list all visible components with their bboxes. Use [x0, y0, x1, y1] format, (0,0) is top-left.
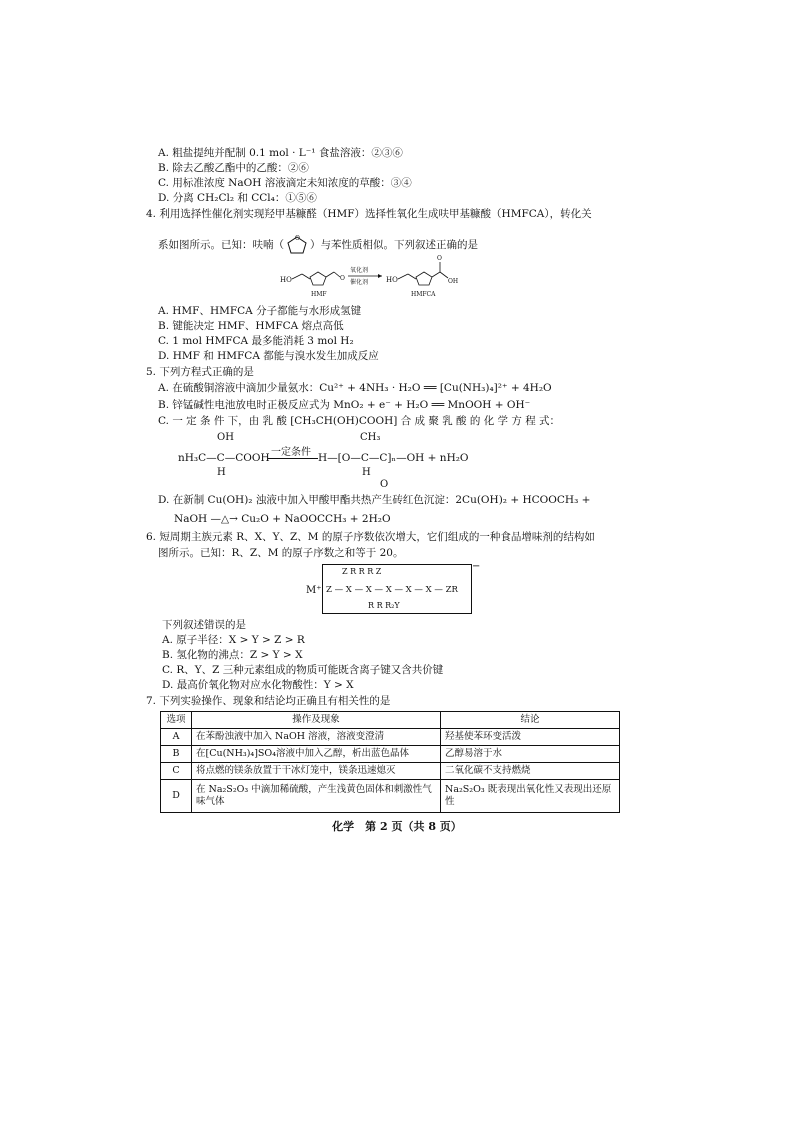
hmfca-ho-label: HO [386, 276, 398, 284]
q7-table-header [161, 712, 620, 729]
q7-row-c-conclusion: 二氧化碳不支持燃烧 [441, 763, 620, 780]
hmfca-label: HMFCA [411, 291, 436, 298]
q6-structure [306, 561, 481, 614]
table-row [161, 780, 620, 813]
q5-option-b: B. 锌锰碱性电池放电时正极反应式为 MnO₂ + e⁻ + H₂O ══ MnOOH + OH⁻ [158, 399, 531, 411]
q7-row-b-conclusion: 乙醇易溶于水 [441, 746, 620, 763]
hmf-ho-label: HO [280, 276, 292, 284]
q7-row-b-operation: 在[Cu(NH₃)₄]SO₄溶液中加入乙醇，析出蓝色晶体 [192, 746, 441, 763]
q4-option-a: A. HMF、HMFCA 分子都能与水形成氢键 [158, 305, 362, 317]
q6-stem-line1: 6. 短周期主族元素 R、X、Y、Z、M 的原子序数依次增大，它们组成的一种食品增味剂的结构如 [146, 531, 595, 543]
q3-option-c: C. 用标准浓度 NaOH 溶液滴定未知浓度的草酸：③④ [158, 177, 412, 189]
q6-lead: 下列叙述错误的是 [162, 619, 246, 631]
q5-option-c: C. 一 定 条 件 下，由 乳 酸 [CH₃CH(OH)COOH] 合 成 聚 乳 酸 的 化 学 方 程 式： [158, 415, 561, 427]
table-row [161, 729, 620, 746]
hmf-label: HMF [311, 291, 327, 298]
q4-stem-line1: 4. 利用选择性催化剂实现羟甲基糠醛（HMF）选择性氧化生成呋甲基糠酸（HMFCA），转化关 [146, 208, 592, 220]
svg-text:O: O [295, 235, 300, 242]
q5-option-d-line1: D. 在新制 Cu(OH)₂ 浊液中加入甲酸甲酯共热产生砖红色沉淀：2Cu(OH)₂ + HCOOCH₃ + [158, 494, 591, 506]
hmf-o-label: O [340, 275, 345, 282]
q4-option-b: B. 键能决定 HMF、HMFCA 熔点高低 [158, 320, 344, 332]
q4-stem-line2b: ）与苯性质相似。下列叙述正确的是 [310, 239, 478, 251]
page-footer: 化学 第 2 页（共 8 页） [332, 820, 462, 833]
hmfca-o-label: O [437, 255, 442, 262]
q7-header-operation: 操作及现象 [192, 712, 441, 729]
q5c-h2: H [362, 467, 371, 478]
q5c-arrow [268, 458, 318, 459]
q5c-left: nH₃C—C—COOH [178, 452, 270, 464]
q6-option-a: A. 原子半径：X > Y > Z > R [162, 634, 305, 646]
q6-option-b: B. 氢化物的沸点：Z > Y > X [162, 649, 303, 661]
q3-option-a: A. 粗盐提纯并配制 0.1 mol · L⁻¹ 食盐溶液：②③⑥ [158, 147, 403, 159]
q3-option-b: B. 除去乙酸乙酯中的乙酸：②⑥ [158, 162, 309, 174]
q7-table [160, 711, 620, 813]
q7-row-d-conclusion: Na₂S₂O₃ 既表现出氧化性又表现出还原性 [441, 780, 620, 813]
q6-struct-top: Z R R R Z [342, 567, 382, 576]
table-row [161, 763, 620, 780]
q6-stem-line2: 图所示。已知：R、Z、M 的原子序数之和等于 20。 [158, 547, 404, 559]
q4-reaction-scheme [278, 250, 498, 302]
q5c-ch3: CH₃ [360, 432, 381, 443]
q3-option-d: D. 分离 CH₂Cl₂ 和 CCl₄：①⑤⑥ [158, 192, 317, 204]
q5-option-a: A. 在硫酸铜溶液中滴加少量氨水：Cu²⁺ + 4NH₃ · H₂O ══ [Cu(NH₃)₄]²⁺ + 4H₂O [158, 382, 552, 394]
q7-header-conclusion: 结论 [441, 712, 620, 729]
q6-struct-m: M⁺ [306, 585, 322, 596]
q4-stem-line2a: 系如图所示。已知：呋喃（ [158, 239, 284, 251]
q5c-right: H—[O—C—C]ₙ—OH + nH₂O [318, 452, 469, 464]
q7-row-a-option: A [161, 729, 192, 746]
oxidant-label: 氧化剂 [350, 267, 369, 274]
q4-option-d: D. HMF 和 HMFCA 都能与溴水发生加成反应 [158, 350, 379, 362]
q5c-o: O [380, 479, 389, 490]
q5c-condition: 一定条件 [271, 447, 311, 458]
q7-row-d-operation: 在 Na₂S₂O₃ 中滴加稀硫酸，产生浅黄色固体和刺激性气味气体 [192, 780, 441, 813]
q5c-h1: H [217, 467, 226, 478]
q6-struct-main: Z — X — X — X — X — X — ZR [326, 585, 458, 595]
q7-row-c-operation: 将点燃的镁条放置于干冰灯笼中，镁条迅速熄灭 [192, 763, 441, 780]
q6-struct-bottom: R R R₂Y [368, 601, 400, 610]
q7-header-option: 选项 [161, 712, 192, 729]
q7-row-a-conclusion: 羟基使苯环变活泼 [441, 729, 620, 746]
q7-row-a-operation: 在苯酚浊液中加入 NaOH 溶液，溶液变澄清 [192, 729, 441, 746]
q5-stem: 5. 下列方程式正确的是 [146, 366, 254, 378]
q6-struct-minus: − [472, 561, 481, 572]
q5-option-d-line2: NaOH —△→ Cu₂O + NaOOCCH₃ + 2H₂O [174, 513, 391, 525]
q7-row-c-option: C [161, 763, 192, 780]
q7-row-d-option: D [161, 780, 192, 813]
q6-option-d: D. 最高价氧化物对应水化物酸性：Y > X [162, 679, 354, 691]
q7-row-b-option: B [161, 746, 192, 763]
catalyst-label: 催化剂 [350, 279, 369, 286]
q5c-oh: OH [217, 432, 234, 443]
q4-option-c: C. 1 mol HMFCA 最多能消耗 3 mol H₂ [158, 335, 354, 347]
hmfca-oh-label: OH [448, 278, 459, 285]
table-row [161, 746, 620, 763]
q6-option-c: C. R、Y、Z 三种元素组成的物质可能既含离子键又含共价键 [162, 664, 444, 676]
q7-stem: 7. 下列实验操作、现象和结论均正确且有相关性的是 [146, 695, 391, 707]
